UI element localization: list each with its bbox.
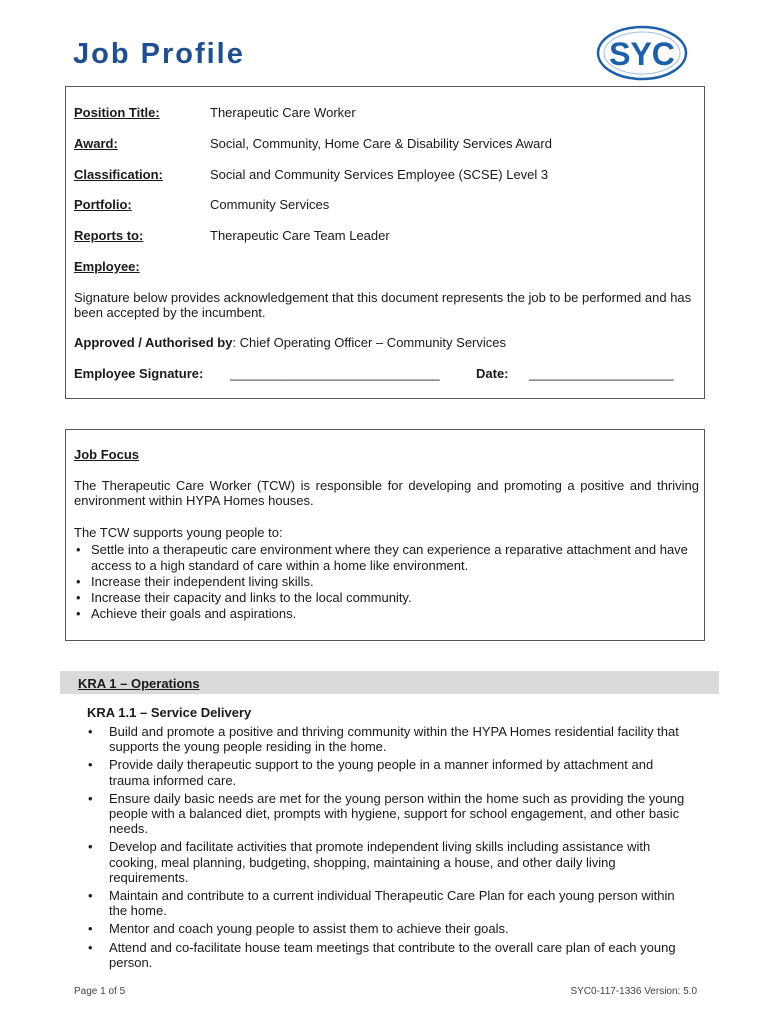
date-label: Date:: [476, 366, 509, 381]
portfolio-label: Portfolio:: [74, 197, 132, 212]
list-item: • Maintain and contribute to a current individual Therapeutic Care Plan for each young person within the home.: [86, 888, 696, 918]
job-focus-list: [74, 542, 699, 622]
reports-to-label: Reports to:: [74, 228, 144, 243]
kra-heading: KRA 1 – Operations: [78, 676, 200, 691]
kra-list: [86, 724, 696, 973]
job-focus-heading: Job Focus: [74, 447, 140, 462]
page-title: Job Profile: [73, 38, 245, 70]
list-item: • Increase their capacity and links to the local community.: [74, 590, 699, 606]
classification-value: Social and Community Services Employee (SCSE) Level 3: [210, 167, 549, 182]
kra-section-header: [60, 671, 719, 694]
approved-value: : Chief Operating Officer – Community Services: [232, 335, 507, 350]
employee-signature-field[interactable]: _____________________________: [230, 366, 440, 381]
job-focus-box: [65, 429, 705, 641]
list-item: • Mentor and coach young people to assist them to achieve their goals.: [86, 921, 696, 936]
job-focus-supports: The TCW supports young people to:: [74, 525, 283, 540]
list-item: • Build and promote a positive and thriving community within the HYPA Homes residential facility that supports the young people residing in the home.: [86, 724, 696, 754]
list-item: • Ensure daily basic needs are met for the young person within the home such as providing the young people with a balanced diet, prompts with hygiene, support for school engagement, and other basic needs.: [86, 791, 696, 837]
document-reference: SYC0-117-1336 Version: 5.0: [570, 986, 697, 997]
classification-label: Classification:: [74, 167, 163, 182]
approved-line: [74, 335, 506, 350]
signature-note: Signature below provides acknowledgement that this document represents the job to be performed and has been accepted by the incumbent.: [74, 290, 692, 320]
list-item: • Attend and co-facilitate house team meetings that contribute to the overall care plan of each young person.: [86, 940, 696, 970]
job-focus-intro: The Therapeutic Care Worker (TCW) is responsible for developing and promoting a positive and thriving environment within HYPA Homes houses.: [74, 478, 699, 508]
list-item: • Achieve their goals and aspirations.: [74, 606, 699, 622]
position-title-label: Position Title:: [74, 105, 160, 120]
kra-sub-heading: KRA 1.1 – Service Delivery: [87, 705, 252, 720]
date-field[interactable]: ____________________: [529, 366, 674, 381]
employee-label: Employee:: [74, 259, 140, 274]
page-number: Page 1 of 5: [74, 986, 126, 997]
list-item: • Provide daily therapeutic support to the young people in a manner informed by attachment and trauma informed care.: [86, 757, 696, 787]
award-label: Award:: [74, 136, 118, 151]
position-title-value: Therapeutic Care Worker: [210, 105, 356, 120]
logo-text: SYC: [609, 36, 675, 72]
details-box: [65, 86, 705, 399]
award-value: Social, Community, Home Care & Disability Services Award: [210, 136, 552, 151]
list-item: • Develop and facilitate activities that promote independent living skills including assistance with cooking, meal planning, budgeting, shopping, maintaining a house, and other daily living requirements.: [86, 839, 696, 885]
syc-logo: [596, 24, 688, 82]
reports-to-value: Therapeutic Care Team Leader: [210, 228, 390, 243]
portfolio-value: Community Services: [210, 197, 330, 212]
list-item: • Increase their independent living skills.: [74, 574, 699, 590]
employee-signature-label: Employee Signature:: [74, 366, 204, 381]
approved-label: Approved / Authorised by: [74, 335, 233, 350]
list-item: • Settle into a therapeutic care environment where they can experience a reparative attachment and have access to a high standard of care within a home like environment.: [74, 542, 699, 574]
